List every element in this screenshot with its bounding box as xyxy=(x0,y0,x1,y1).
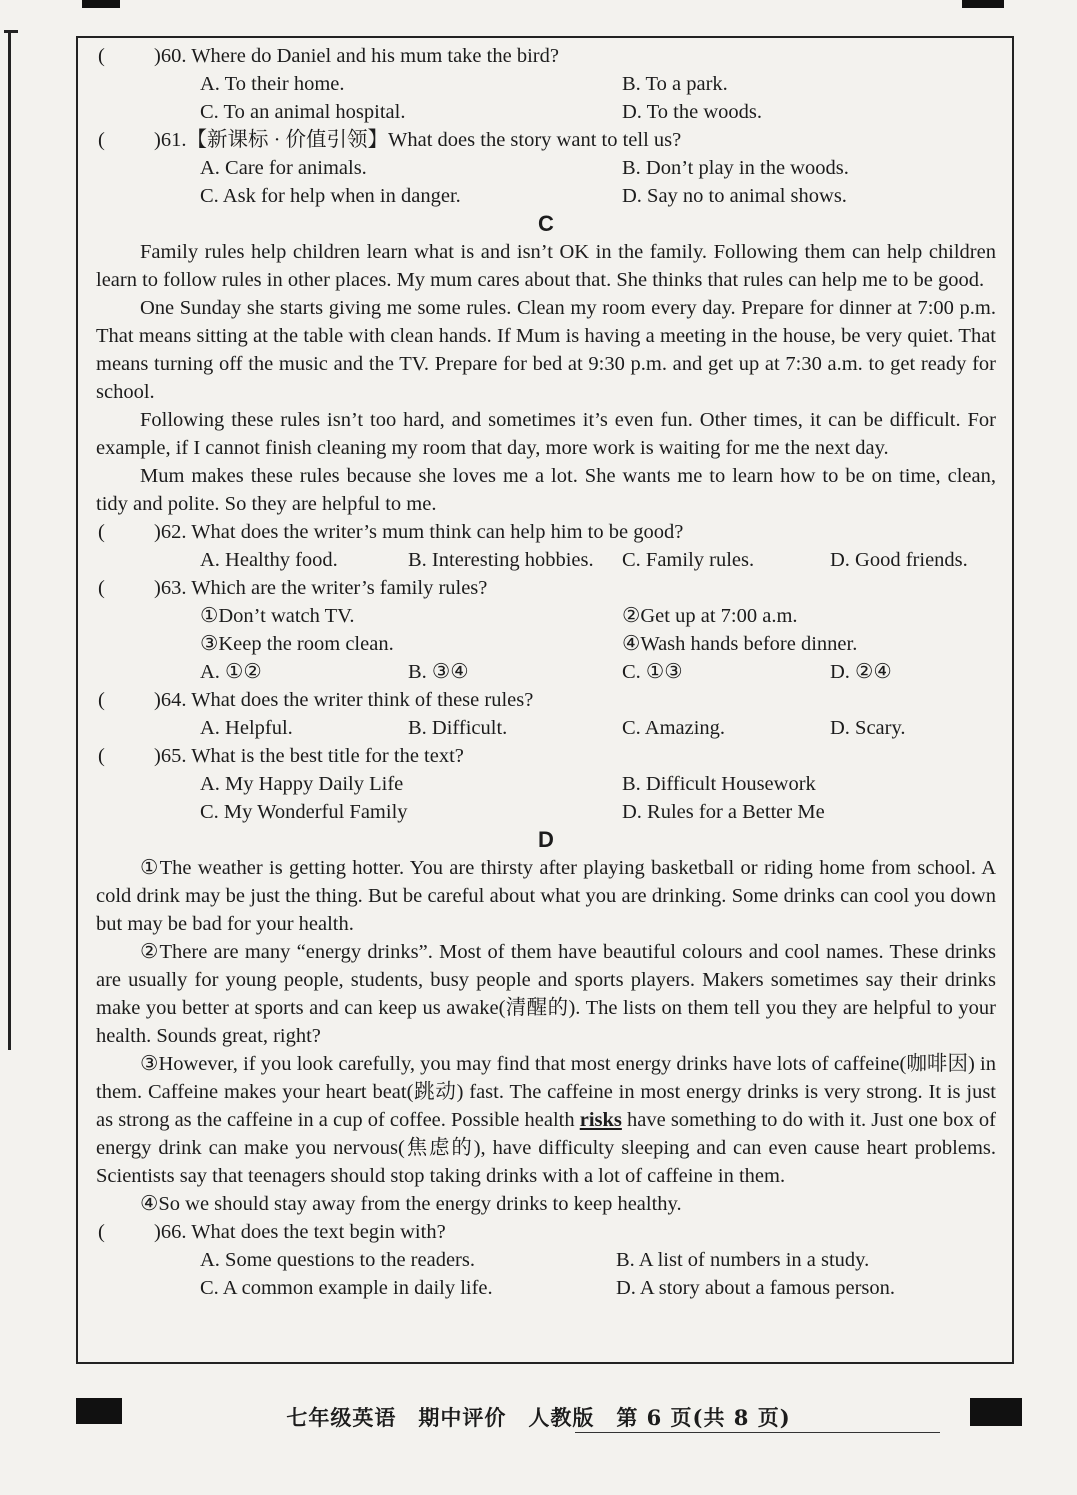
rule-items-row xyxy=(96,602,996,630)
options-row xyxy=(96,658,996,686)
question-64 xyxy=(96,686,996,714)
question-65 xyxy=(96,742,996,770)
question-text: )61.【新课标 · 价值引领】What does the story want to tell us? xyxy=(154,129,682,151)
options-row xyxy=(96,546,996,574)
question-text: )64. What does the writer think of these rules? xyxy=(154,689,534,711)
answer-bracket: ( xyxy=(98,1221,105,1243)
question-text: )62. What does the writer’s mum think can help him to be good? xyxy=(154,521,684,543)
option-a: A. Some questions to the readers. xyxy=(200,1249,475,1271)
options-row xyxy=(96,182,996,210)
binding-edge-line xyxy=(8,30,11,1050)
passage-paragraph: ④So we should stay away from the energy drinks to keep healthy. xyxy=(140,1193,682,1215)
answer-bracket: ( xyxy=(98,689,105,711)
option-c: C. To an animal hospital. xyxy=(200,101,406,123)
question-63 xyxy=(96,574,996,602)
question-61 xyxy=(96,126,996,154)
option-d: D. Say no to animal shows. xyxy=(622,185,847,207)
question-60 xyxy=(96,42,996,70)
passage-paragraph xyxy=(96,1050,996,1190)
rule-item: ②Get up at 7:00 a.m. xyxy=(622,605,798,627)
option-d: D. Scary. xyxy=(830,717,906,739)
rule-item: ④Wash hands before dinner. xyxy=(622,633,858,655)
passage-paragraph: One Sunday she starts giving me some rules. Clean my room every day. Prepare for dinner at 7:00 p.m. That means sitting at the table with clean hands. If Mum is having a meeting in the house, be very quiet. That means turning off the music and the TV. Prepare for bed at 9:30 p.m. and get up at 7:30 a.m. to get ready for school. xyxy=(96,297,996,403)
rule-item: ①Don’t watch TV. xyxy=(200,605,355,627)
options-row xyxy=(96,98,996,126)
option-d: D. Rules for a Better Me xyxy=(622,801,825,823)
answer-bracket: ( xyxy=(98,129,105,151)
binding-edge-tick xyxy=(4,30,18,33)
passage-text: ③However, if you look carefully, you may find that most energy drinks have lots of caffeine(咖啡因) in them. Caffeine makes your heart beat(跳动) fast. The caffeine in most energy drinks is very strong. It is just as strong as the caffeine in a cup of coffee. Possible health xyxy=(96,1053,996,1131)
question-text: )66. What does the text begin with? xyxy=(154,1221,446,1243)
passage-paragraph: Following these rules isn’t too hard, and sometimes it’s even fun. Other times, it can be difficult. For example, if I cannot finish cleaning my room that day, more work is waiting for me the next day. xyxy=(96,409,996,459)
options-row xyxy=(96,70,996,98)
passage-paragraph: ①The weather is getting hotter. You are thirsty after playing basketball or riding home from school. A cold drink may be just the thing. But be careful about what you are drinking. Some drinks can cool you down but may be bad for your health. xyxy=(96,857,996,935)
option-b: B. A list of numbers in a study. xyxy=(616,1249,870,1271)
option-d: D. ②④ xyxy=(830,661,892,683)
answer-bracket: ( xyxy=(98,45,105,67)
section-d-heading: D xyxy=(538,827,554,852)
scan-mark-top-left xyxy=(82,0,120,8)
option-b: B. To a park. xyxy=(622,73,728,95)
option-b: B. ③④ xyxy=(408,661,469,683)
section-d-passage xyxy=(96,854,996,1218)
option-b: B. Interesting hobbies. xyxy=(408,549,594,571)
option-c: C. Family rules. xyxy=(622,549,755,571)
rule-items-row xyxy=(96,630,996,658)
option-c: C. Amazing. xyxy=(622,717,726,739)
answer-bracket: ( xyxy=(98,521,105,543)
option-a: A. Helpful. xyxy=(200,717,293,739)
passage-paragraph: Family rules help children learn what is and isn’t OK in the family. Following them can help children learn to follow rules in other places. My mum cares about that. She thinks that rules can help me to be good. xyxy=(96,241,996,291)
page-footer: 七年级英语 期中评价 人教版 第 6 页(共 8 页) xyxy=(286,1405,791,1430)
answer-bracket: ( xyxy=(98,745,105,767)
section-c-passage xyxy=(96,238,996,518)
option-b: B. Difficult Housework xyxy=(622,773,816,795)
option-a: A. Care for animals. xyxy=(200,157,367,179)
options-row xyxy=(96,798,996,826)
option-c: C. ①③ xyxy=(622,661,683,683)
passage-paragraph: Mum makes these rules because she loves me a lot. She wants me to learn how to be on time, clean, tidy and polite. So they are helpful to me. xyxy=(96,465,996,515)
question-62 xyxy=(96,518,996,546)
option-c: C. My Wonderful Family xyxy=(200,801,408,823)
options-row xyxy=(96,154,996,182)
question-66 xyxy=(96,1218,996,1246)
underlined-word: risks xyxy=(579,1109,622,1131)
question-text: )65. What is the best title for the text? xyxy=(154,745,464,767)
options-row xyxy=(96,770,996,798)
rule-item: ③Keep the room clean. xyxy=(200,633,394,655)
option-d: D. A story about a famous person. xyxy=(616,1277,895,1299)
option-a: A. ①② xyxy=(200,661,262,683)
scan-mark-top-right xyxy=(962,0,1004,8)
option-a: A. My Happy Daily Life xyxy=(200,773,404,795)
section-c-heading: C xyxy=(538,211,554,236)
exam-content xyxy=(96,42,996,1302)
options-row xyxy=(96,1274,996,1302)
footer-underline xyxy=(575,1432,940,1433)
option-a: A. Healthy food. xyxy=(200,549,338,571)
passage-text: have something to do with it. Just one box of energy drink can make you nervous(焦虑的), have difficulty sleeping and can even cause heart problems. Scientists say that teenagers should stop taking drinks with a lot of caffeine in them. xyxy=(96,1109,996,1187)
question-text: )60. Where do Daniel and his mum take the bird? xyxy=(154,45,559,67)
answer-bracket: ( xyxy=(98,577,105,599)
option-c: C. Ask for help when in danger. xyxy=(200,185,461,207)
option-d: D. To the woods. xyxy=(622,101,762,123)
option-d: D. Good friends. xyxy=(830,549,968,571)
option-b: B. Don’t play in the woods. xyxy=(622,157,849,179)
option-a: A. To their home. xyxy=(200,73,345,95)
options-row xyxy=(96,1246,996,1274)
options-row xyxy=(96,714,996,742)
question-text: )63. Which are the writer’s family rules? xyxy=(154,577,488,599)
passage-paragraph: ②There are many “energy drinks”. Most of them have beautiful colours and cool names. These drinks are usually for young people, students, busy people and sports players. Makers sometimes say their drinks make you better at sports and can keep us awake(清醒的). The lists on them tell you they are helpful to your health. Sounds great, right? xyxy=(96,941,996,1047)
option-c: C. A common example in daily life. xyxy=(200,1277,493,1299)
option-b: B. Difficult. xyxy=(408,717,508,739)
